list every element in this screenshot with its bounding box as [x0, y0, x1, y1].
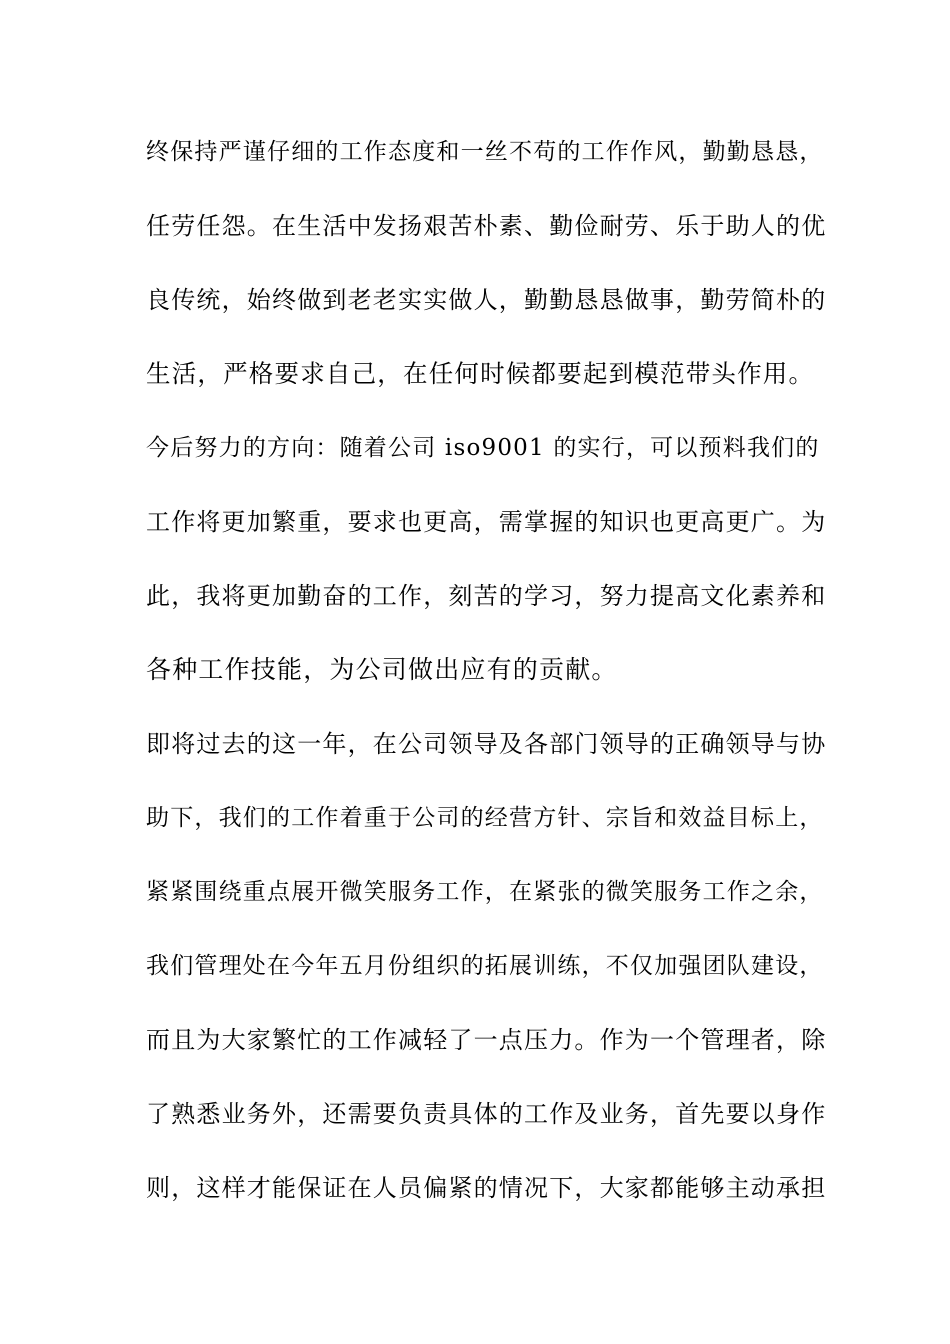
- text-line-12: 我们管理处在今年五月份组织的拓展训练，不仅加强团队建设，: [146, 953, 824, 979]
- text-line-9: 即将过去的这一年，在公司领导及各部门领导的正确领导与协: [146, 730, 827, 758]
- text-line-14: 了熟悉业务外，还需要负责具体的工作及业务，首先要以身作: [146, 1100, 827, 1128]
- text-line-13: 而且为大家繁忙的工作减轻了一点压力。作为一个管理者，除: [146, 1026, 827, 1054]
- text-line-3: 良传统，始终做到老老实实做人，勤勤恳恳做事，勤劳简朴的: [146, 286, 827, 314]
- text-line-7: 此，我将更加勤奋的工作，刻苦的学习，努力提高文化素养和: [146, 582, 827, 610]
- text-line-8: 各种工作技能，为公司做出应有的贡献。: [146, 655, 618, 684]
- text-line-4: 生活，严格要求自己，在任何时候都要起到模范带头作用。: [146, 359, 815, 388]
- text-line-2: 任劳任怨。在生活中发扬艰苦朴素、勤俭耐劳、乐于助人的优: [146, 212, 827, 240]
- text-line-11: 紧紧围绕重点展开微笑服务工作，在紧张的微笑服务工作之余，: [146, 879, 824, 905]
- text-line-6: 工作将更加繁重，要求也更高，需掌握的知识也更高更广。为: [146, 508, 827, 536]
- text-line-10: 助下，我们的工作着重于公司的经营方针、宗旨和效益目标上，: [146, 805, 824, 831]
- text-line-1: 终保持严谨仔细的工作态度和一丝不苟的工作作风，勤勤恳恳，: [146, 139, 824, 165]
- text-line-15: 则，这样才能保证在人员偏紧的情况下，大家都能够主动承担: [146, 1174, 827, 1202]
- text-line-5: 今后努力的方向：随着公司 iso9001 的实行，可以预料我们的: [146, 435, 820, 461]
